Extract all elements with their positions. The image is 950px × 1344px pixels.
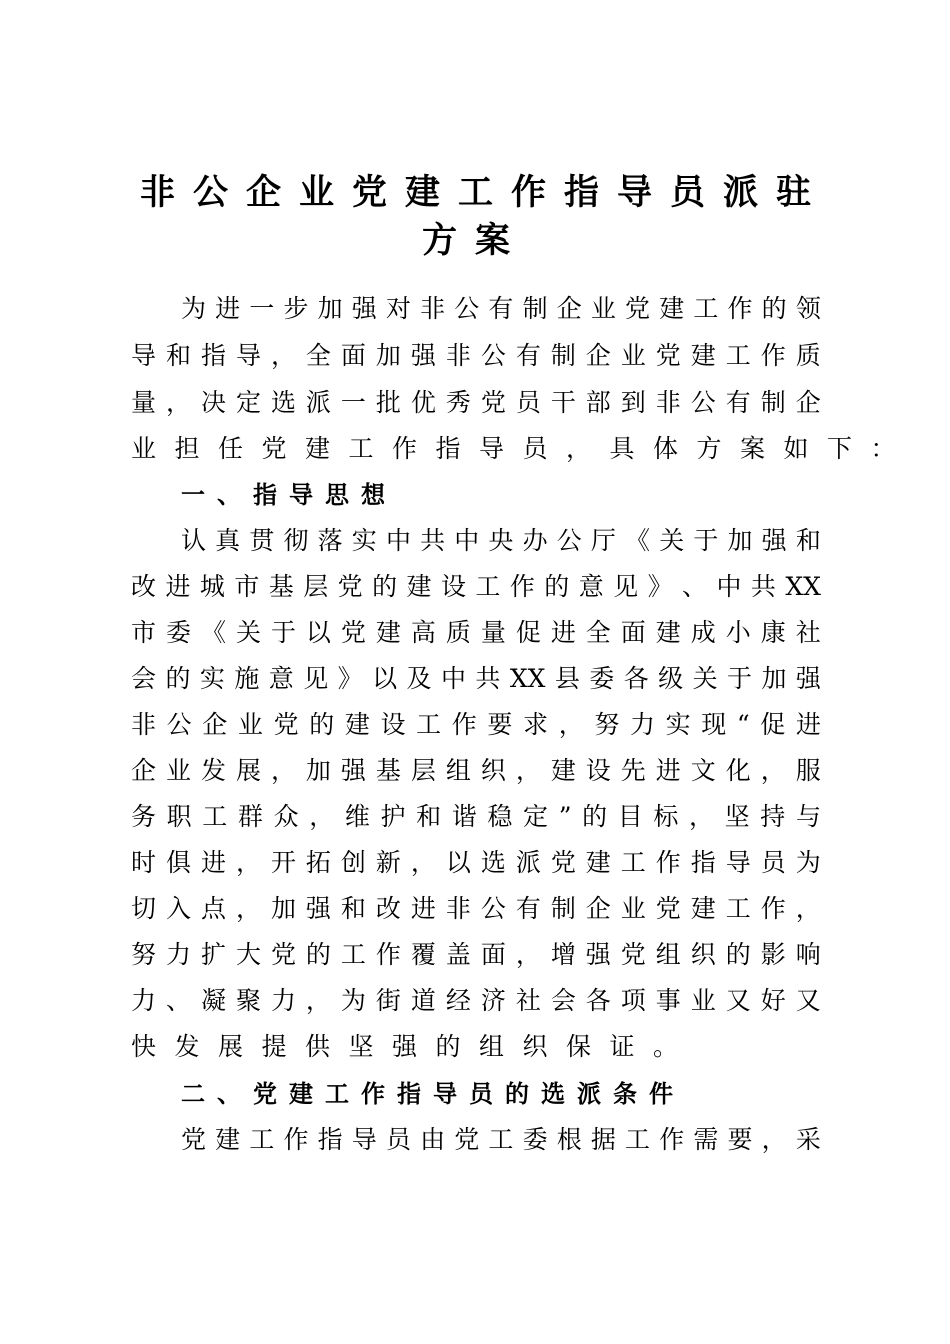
document-title-line-2: 方案 (421, 220, 528, 261)
section-1-line-2: 改 进 城 市 基 层 党 的 建 设 工 作 的 意 见 》 、 中 共 XX (131, 572, 821, 601)
section-1-line-8: 时 俱 进 ， 开 拓 创 新 ， 以 选 派 党 建 工 作 指 导 员 为 (131, 848, 821, 877)
section-1-line-10: 努 力 扩 大 党 的 工 作 覆 盖 面 ， 增 强 党 组 织 的 影 响 (131, 940, 821, 969)
section-1-line-9: 切 入 点 ， 加 强 和 改 进 非 公 有 制 企 业 党 建 工 作 ， (131, 894, 821, 923)
section-1-line-5: 非 公 企 业 党 的 建 设 工 作 要 求 ， 努 力 实 现 “ 促 进 (131, 710, 821, 739)
section-1-line-3: 市 委 《 关 于 以 党 建 高 质 量 促 进 全 面 建 成 小 康 社 (131, 618, 821, 647)
intro-line-3: 量 ， 决 定 选 派 一 批 优 秀 党 员 干 部 到 非 公 有 制 企 (131, 388, 821, 417)
document-title-line-1: 非公企业党建工作指导员派驻 (140, 172, 830, 213)
section-1-line-1: 认 真 贯 彻 落 实 中 共 中 央 办 公 厅 《 关 于 加 强 和 (181, 526, 821, 555)
section-1-line-11: 力 、 凝 聚 力 ， 为 街 道 经 济 社 会 各 项 事 业 又 好 又 (131, 986, 821, 1015)
intro-line-4: 业担任党建工作指导员，具体方案如下： (131, 434, 915, 463)
section-1-line-7: 务 职 工 群 众 ， 维 护 和 谐 稳 定 ” 的 目 标 ， 坚 持 与 (131, 802, 821, 831)
section-1-line-4: 会 的 实 施 意 见 》 以 及 中 共 XX 县 委 各 级 关 于 加 强 (131, 664, 821, 693)
intro-line-2: 导 和 指 导 ， 全 面 加 强 非 公 有 制 企 业 党 建 工 作 质 (131, 341, 821, 370)
intro-line-1: 为 进 一 步 加 强 对 非 公 有 制 企 业 党 建 工 作 的 领 (181, 294, 821, 323)
section-1-line-12: 快发展提供坚强的组织保证。 (131, 1032, 697, 1061)
section-1-heading: 一、指导思想 (181, 481, 397, 509)
section-2-line-1: 党 建 工 作 指 导 员 由 党 工 委 根 据 工 作 需 要 ， 采 (181, 1125, 821, 1154)
section-2-heading: 二、党建工作指导员的选派条件 (181, 1080, 685, 1108)
section-1-line-6: 企 业 发 展 ， 加 强 基 层 组 织 ， 建 设 先 进 文 化 ， 服 (131, 756, 821, 785)
